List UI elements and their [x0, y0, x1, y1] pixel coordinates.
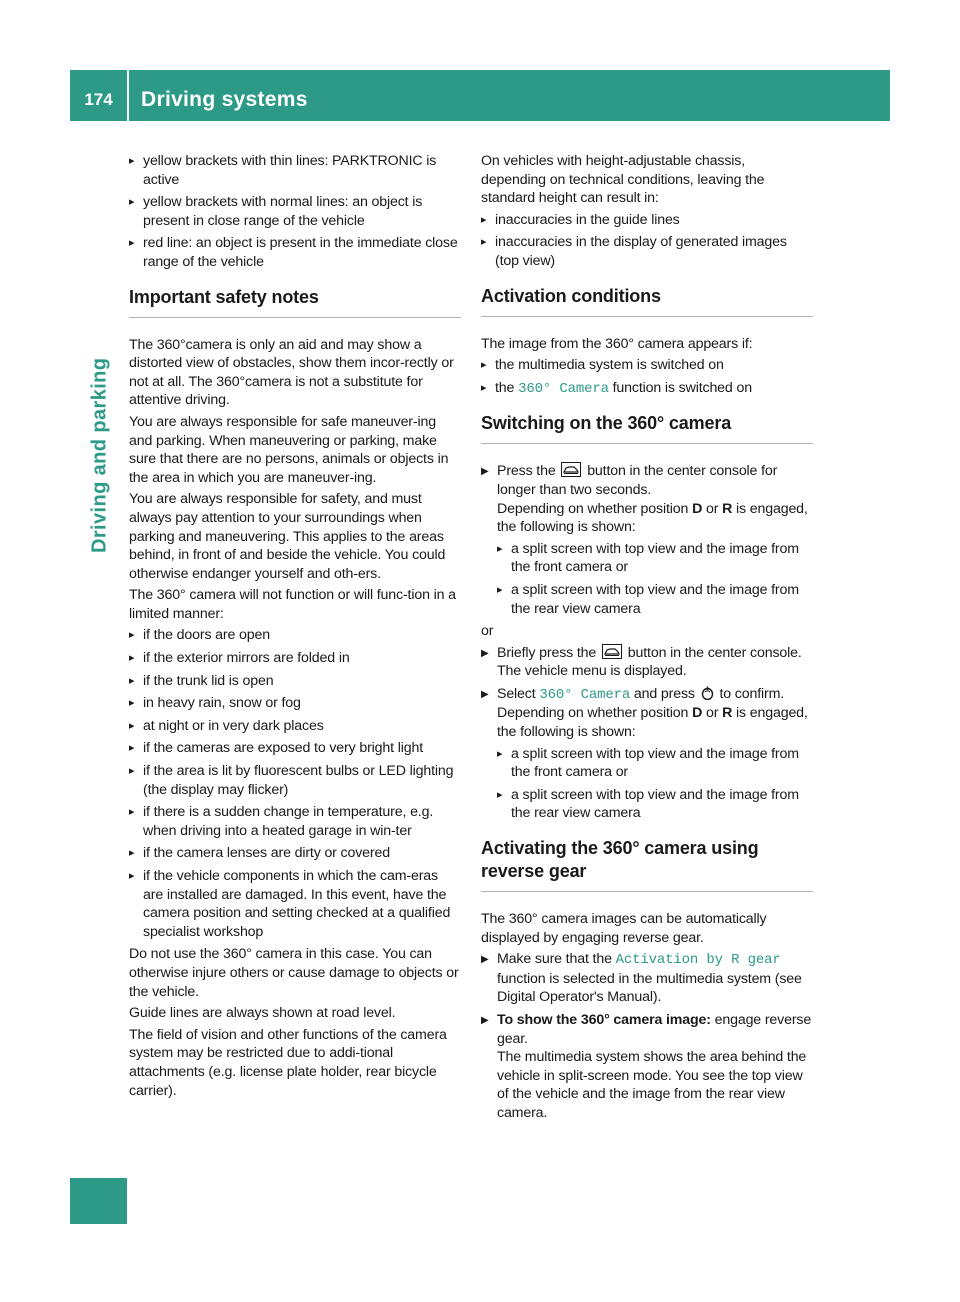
paragraph: On vehicles with height-adjustable chassis, depending on technical conditions, leaving the standard height can result in:	[481, 153, 765, 207]
step-item	[481, 1011, 813, 1123]
paragraph: Guide lines are always shown at road level.	[129, 1005, 396, 1022]
step-bold-label: To show the 360° camera image:	[497, 1012, 711, 1028]
or-text: or	[481, 623, 494, 640]
paragraph: You are always responsible for safe maneuver-ing and parking. When maneuvering or parking, make sure that there are no persons, animals or objects in the area in which you are maneuver-ing.	[129, 413, 449, 486]
text-run: the	[495, 379, 515, 396]
menu-term: Activation by R gear	[615, 952, 781, 969]
text-run: The vehicle menu is displayed.	[497, 663, 687, 680]
text-run: The multimedia system shows the area behind the vehicle in split-screen mode. You see the top view of the vehicle and the image from the rear view camera.	[497, 1049, 807, 1121]
right-column	[481, 152, 813, 1127]
text-run: button in the center console for longer than two seconds.	[497, 463, 778, 498]
section-heading-safety: Important safety notes	[129, 286, 461, 318]
list-item: ▸ yellow brackets with normal lines: an object is present in close range of the vehicle	[129, 193, 461, 230]
text-run: is engaged, the following is shown:	[497, 500, 808, 536]
text-run: button in the center console.	[627, 644, 802, 661]
vehicle-button-icon	[561, 462, 581, 477]
gear-label-r: R	[722, 705, 733, 722]
paragraph: Do not use the 360° camera in this case. You can otherwise injure others or cause damage to objects or the vehicle.	[129, 946, 459, 1000]
text-run: Briefly press the	[497, 644, 597, 661]
text-run: engage reverse gear.	[497, 1012, 812, 1047]
step-item	[481, 950, 813, 1007]
text-run: Select	[497, 685, 536, 702]
paragraph: The 360° camera images can be automatically displayed by engaging reverse gear.	[481, 911, 767, 946]
list-item: ▸ red line: an object is present in the immediate close range of the vehicle	[129, 234, 461, 271]
left-column	[129, 152, 461, 1103]
section-heading-reverse: Activating the 360° camera using reverse gear	[481, 837, 813, 892]
list-item: ▸ the multimedia system is switched on	[481, 356, 813, 375]
text-run: Depending on whether position	[497, 500, 689, 517]
page-number: 174	[84, 90, 113, 109]
section-heading-activation: Activation conditions	[481, 285, 813, 317]
text-run: or	[705, 705, 719, 722]
list-item: ▸ yellow brackets with thin lines: PARKTRONIC is active	[129, 152, 461, 189]
step-item	[481, 462, 813, 618]
list-item: ▸ a split screen with top view and the image from the front camera or	[497, 540, 813, 577]
text-run: and press	[633, 685, 695, 702]
list-item: ▸ a split screen with top view and the image from the rear view camera	[497, 786, 813, 823]
list-item: ▸ inaccuracies in the display of generated images (top view)	[481, 233, 813, 270]
list-item	[481, 379, 813, 399]
list-item: ▸ if the camera lenses are dirty or covered	[129, 844, 461, 863]
list-item: ▸ at night or in very dark places	[129, 717, 461, 736]
reverse-step-list	[481, 950, 813, 1122]
text-run: Depending on whether position	[497, 705, 689, 722]
list-item: ▸ a split screen with top view and the image from the front camera or	[497, 745, 813, 782]
switching-step-list-2	[481, 644, 813, 823]
text-run: function is switched on	[612, 379, 752, 396]
height-bullet-list	[481, 211, 813, 271]
header-divider	[127, 70, 129, 121]
vehicle-button-icon	[602, 644, 622, 659]
step-item	[481, 685, 813, 823]
list-item: ▸ if the vehicle components in which the cam-eras are installed are damaged. In this event, have the camera position and setting checked at a qualified specialist workshop	[129, 867, 461, 941]
list-item: ▸ if the exterior mirrors are folded in	[129, 649, 461, 668]
switching-step-list	[481, 462, 813, 618]
text-run: Make sure that the	[497, 951, 612, 968]
list-item: ▸ if the cameras are exposed to very bright light	[129, 739, 461, 758]
list-item: ▸ in heavy rain, snow or fog	[129, 694, 461, 713]
side-tab-marker	[70, 1178, 127, 1224]
text-run: to confirm.	[719, 685, 785, 702]
list-item: ▸ if the doors are open	[129, 626, 461, 645]
gear-label-d: D	[692, 705, 703, 722]
paragraph: The field of vision and other functions of the camera system may be restricted due to addi-tional attachments (e.g. license plate holder, rear bicycle carrier).	[129, 1026, 447, 1099]
menu-term: 360° Camera	[539, 686, 631, 703]
text-run: function is selected in the multimedia system (see Digital Operator's Manual).	[497, 970, 802, 1006]
limitation-bullet-list	[129, 626, 461, 941]
list-item: ▸ if the trunk lid is open	[129, 672, 461, 691]
split-bullet-list	[497, 745, 813, 823]
paragraph: The image from the 360° camera appears if:	[481, 335, 753, 352]
gear-label-d: D	[692, 500, 703, 517]
controller-knob-icon	[701, 686, 714, 700]
gear-label-r: R	[722, 500, 733, 517]
list-item: ▸ if there is a sudden change in temperature, e.g. when driving into a heated garage in win-ter	[129, 803, 461, 840]
side-tab-label: Driving and parking	[88, 357, 111, 553]
paragraph: You are always responsible for safety, and must always pay attention to your surroundings when parking and maneuvering. This applies to the areas behind, in front of and beside the vehicle. You could otherwise endanger yourself and oth-ers.	[129, 491, 446, 582]
list-item: ▸ a split screen with top view and the image from the rear view camera	[497, 581, 813, 618]
list-item: ▸ inaccuracies in the guide lines	[481, 211, 813, 230]
text-run: Press the	[497, 463, 556, 480]
page-title: Driving systems	[141, 88, 308, 111]
menu-term: 360° Camera	[518, 380, 609, 397]
section-heading-switching: Switching on the 360° camera	[481, 412, 813, 444]
intro-bullet-list	[129, 152, 461, 272]
text-run: is engaged, the following is shown:	[497, 705, 808, 741]
text-run: or	[705, 500, 719, 517]
paragraph: The 360° camera will not function or will func-tion in a limited manner:	[129, 587, 456, 622]
step-item	[481, 644, 813, 681]
list-item: ▸ if the area is lit by fluorescent bulbs or LED lighting (the display may flicker)	[129, 762, 461, 799]
activation-bullet-list	[481, 356, 813, 398]
split-bullet-list	[497, 540, 813, 618]
paragraph: The 360°camera is only an aid and may show a distorted view of obstacles, show them incor-rectly or not at all. The 360°camera is not a substitute for attentive driving.	[129, 336, 454, 409]
